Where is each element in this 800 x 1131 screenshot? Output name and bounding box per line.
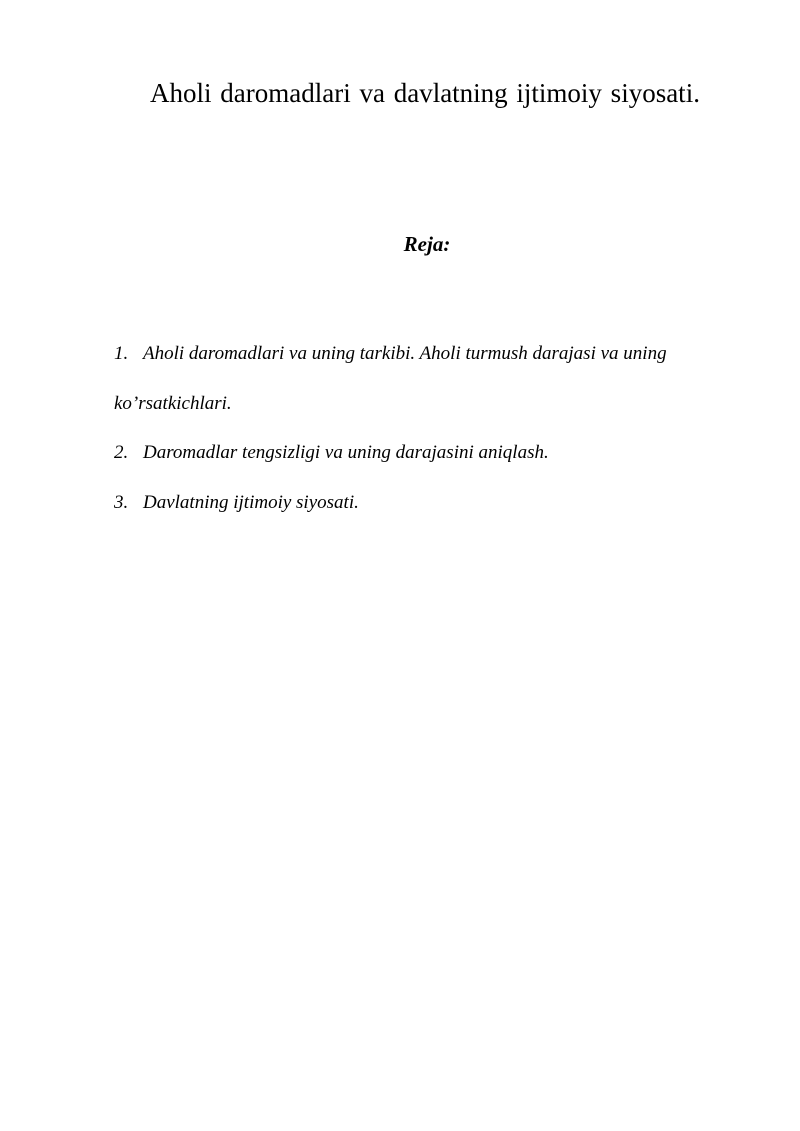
plan-item-number: 3. bbox=[114, 491, 129, 513]
plan-item-number: 1. bbox=[114, 343, 129, 364]
plan-item-1 bbox=[114, 329, 754, 428]
plan-heading: Reja: bbox=[403, 232, 451, 256]
plan-item-2 bbox=[114, 428, 754, 478]
plan-item-number: 2. bbox=[114, 442, 129, 463]
plan-list bbox=[114, 329, 754, 527]
plan-item-text: Daromadlar tengsizligi va uning darajasini aniqlash. bbox=[143, 442, 549, 463]
plan-item-3 bbox=[114, 478, 754, 528]
plan-item-text: Davlatning ijtimoiy siyosati. bbox=[143, 491, 359, 513]
document-title: Aholi daromadlari va davlatning ijtimoiy siyosati. bbox=[150, 78, 700, 108]
plan-item-text: Aholi daromadlari va uning tarkibi. Aholi turmush darajasi va uning ko’rsatkichlari. bbox=[114, 343, 667, 414]
